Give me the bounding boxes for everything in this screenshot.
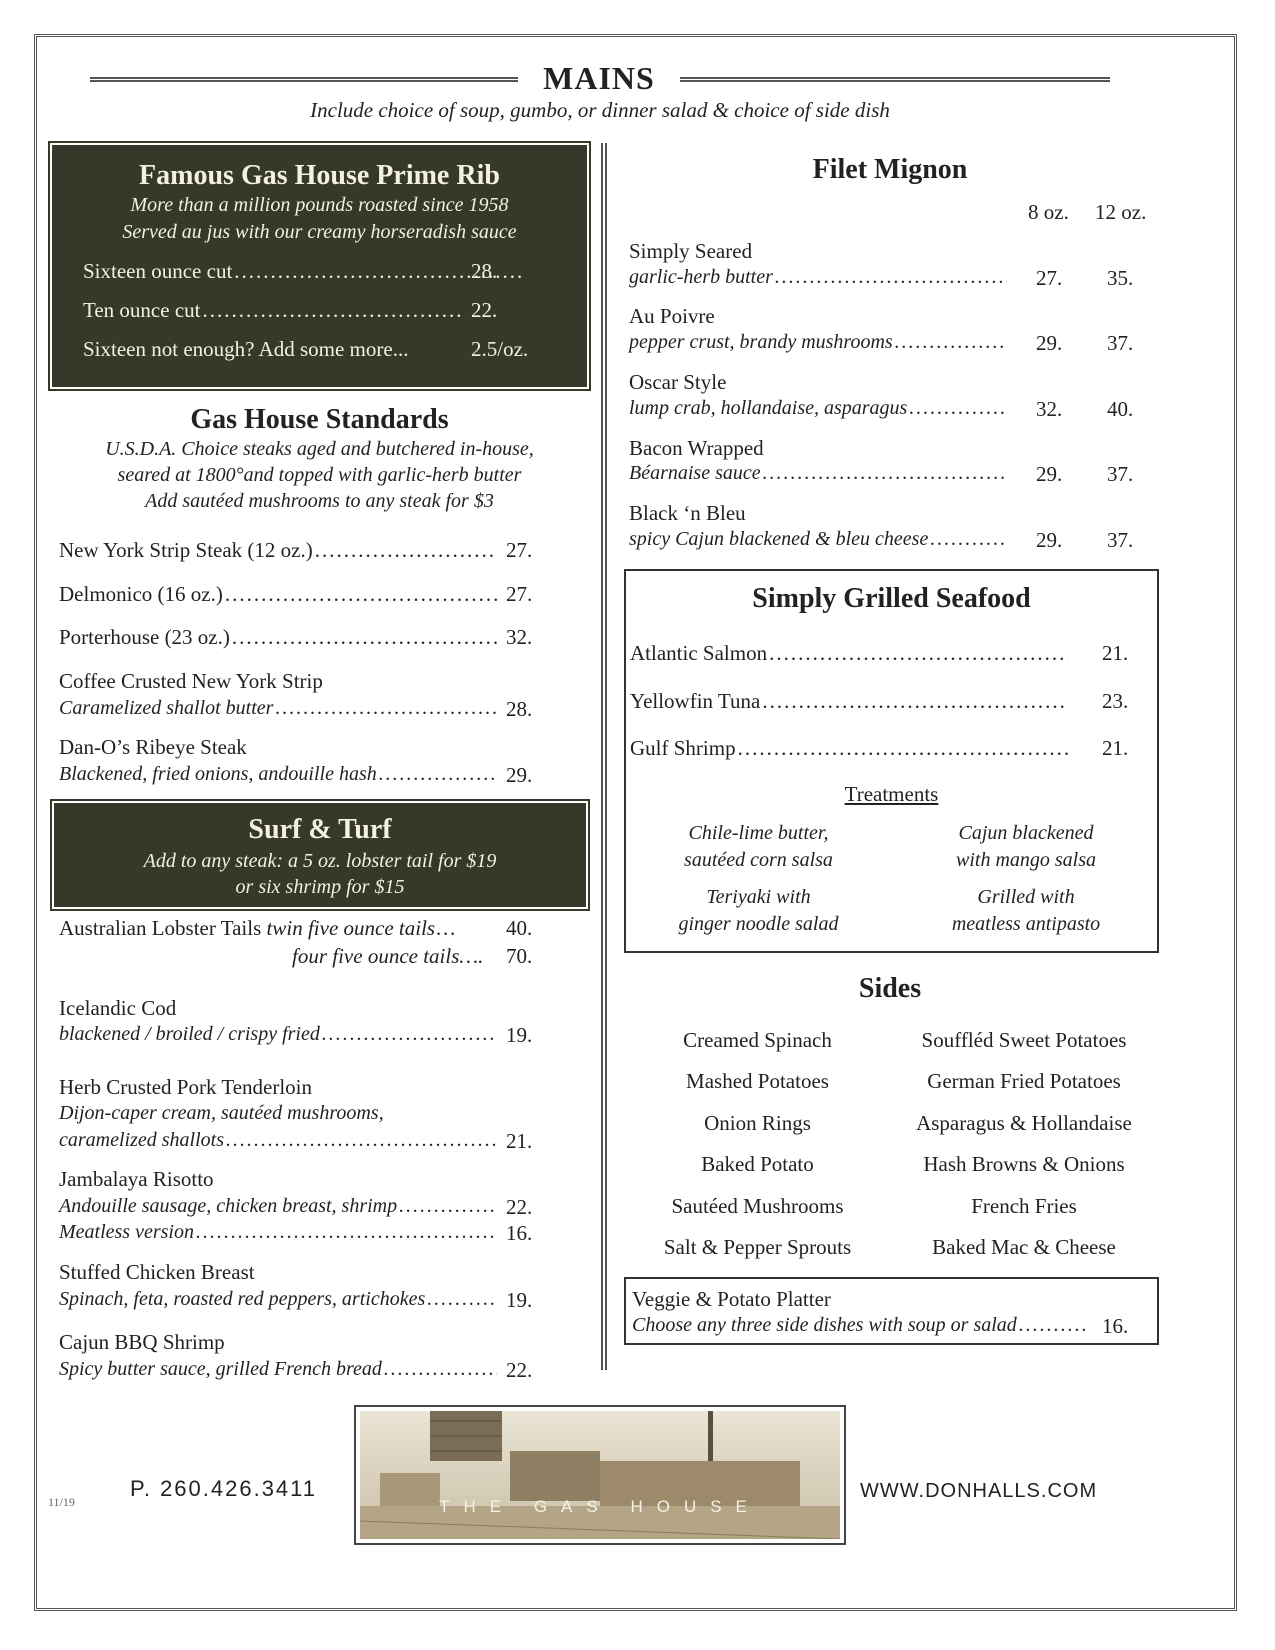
menu-item [59,1219,499,1246]
item-price: 28. [471,259,498,283]
item-name: Cajun BBQ Shrimp [59,1330,225,1354]
item-price: 29. [506,763,533,787]
item-name: Gulf Shrimp [630,736,736,760]
menu-item [632,1312,1087,1339]
platter-box [624,1277,1159,1345]
item-desc: Blackened, fried onions, andouille hash [59,763,377,785]
item-name: Yellowfin Tuna [630,689,761,713]
gas-house-photo-icon [360,1411,840,1539]
side-item: French Fries [971,1193,1077,1218]
prime-rib-title: Famous Gas House Prime Rib [139,160,500,191]
treatment [646,884,871,938]
item-name: Ten ounce cut [83,298,201,322]
prime-rib-item [83,296,463,324]
prime-rib-line1: More than a million pounds roasted since 1958 [130,194,509,216]
surf-turf-title: Surf & Turf [248,814,392,845]
treatment-line: ginger noodle salad [678,913,839,935]
side-item: German Fried Potatoes [927,1069,1121,1094]
item-option-text: four five ounce tails [292,944,460,968]
item-desc: caramelized shallots [59,1129,224,1151]
item-name: New York Strip Steak (12 oz.) [59,538,313,562]
item-price: 21. [1102,641,1129,665]
treatment [646,820,871,874]
menu-item [59,580,499,608]
treatment-line: Chile-lime butter, [688,822,829,844]
item-price: 22. [506,1195,533,1219]
menu-item [630,639,1070,667]
item-price: 22. [471,298,498,322]
side-item: Baked Potato [701,1152,814,1177]
item-name: Jambalaya Risotto [59,1167,214,1191]
item-name: Icelandic Cod [59,996,177,1020]
item-name: Coffee Crusted New York Strip [59,669,323,693]
item-name: Black ‘n Bleu [629,501,746,525]
item-price: 29. [1036,331,1063,355]
side-item: Souffléd Sweet Potatoes [921,1028,1127,1052]
menu-item [59,1127,499,1154]
seafood-box [624,569,1159,953]
item-desc: blackened / broiled / crispy fried [59,1023,320,1045]
gas-house-logo [354,1405,846,1545]
item-price: 29. [1036,528,1063,552]
menu-item [59,1286,499,1313]
page-title: MAINS [543,60,655,96]
item-price: 37. [1107,331,1134,355]
menu-item [629,329,1009,356]
header-rule-right [680,77,1110,82]
side-item: Mashed Potatoes [686,1069,829,1094]
item-price: 21. [506,1129,533,1153]
item-name: Bacon Wrapped [629,436,764,460]
item-price: 23. [1102,689,1129,713]
item-price: 28. [506,697,533,721]
item-price: 70. [506,944,533,968]
surf-turf-box [54,803,586,907]
filet-size-12oz: 12 oz. [1095,200,1147,224]
treatment-line: Cajun blackened [958,822,1094,844]
sides-left-list [630,1020,885,1268]
item-price: 40. [506,916,533,940]
menu-item [630,687,1070,715]
website-url: WWW.DONHALLS.COM [860,1480,1098,1502]
item-price: 37. [1107,528,1134,552]
item-name: Stuffed Chicken Breast [59,1260,255,1284]
header-rule-left [90,77,518,82]
menu-item [59,623,499,651]
item-desc: garlic-herb butter [629,266,773,288]
logo-caption: THE GAS HOUSE [439,1497,761,1516]
item-name: Simply Seared [629,239,753,263]
menu-item [629,526,1009,553]
menu-item [629,460,1009,487]
item-price: 32. [506,625,533,649]
treatments-label: Treatments [844,782,939,806]
menu-item [629,264,1009,291]
item-price: 16. [1102,1314,1129,1338]
menu-item [630,734,1070,762]
prime-rib-item [83,257,523,285]
sides-title: Sides [858,973,922,1004]
item-name: Oscar Style [629,370,727,394]
item-price: 32. [1036,397,1063,421]
item-price: 19. [506,1288,533,1312]
item-name: Au Poivre [629,304,715,328]
item-price: 27. [1036,266,1063,290]
item-name: Australian Lobster Tails [59,916,262,940]
standards-title: Gas House Standards [190,404,449,435]
column-divider [601,143,607,1370]
sides-right-list [890,1020,1158,1268]
standards-line2: seared at 1800°and topped with garlic-herb butter [117,464,522,486]
item-name: Veggie & Potato Platter [632,1287,831,1311]
item-price: 40. [1107,397,1134,421]
date-code: 11/19 [48,1495,75,1509]
item-price: 19. [506,1023,533,1047]
menu-item-lobster: Australian Lobster Tails twin five ounce tails… [59,916,457,940]
side-item: Onion Rings [704,1110,811,1135]
item-desc: Dijon-caper cream, sautéed mushrooms, [59,1102,384,1124]
standards-line1: U.S.D.A. Choice steaks aged and butchered in-house, [105,438,534,460]
treatment-line: Grilled with [977,886,1075,908]
menu-item [59,761,499,788]
item-name: Delmonico (16 oz.) [59,582,223,606]
item-desc: lump crab, hollandaise, asparagus [629,397,908,419]
side-item: Sautéed Mushrooms [671,1193,844,1218]
item-name: Atlantic Salmon [630,641,768,665]
side-item: Creamed Spinach [683,1028,832,1052]
item-name: Porterhouse (23 oz.) [59,625,230,649]
item-option: twin five ounce tails [266,916,436,940]
filet-size-8oz: 8 oz. [1028,200,1069,224]
item-desc: spicy Cajun blackened & bleu cheese [629,528,929,550]
standards-line3: Add sautéed mushrooms to any steak for $3 [145,490,494,512]
item-desc: Béarnaise sauce [629,462,761,484]
phone-number: P. 260.426.3411 [130,1476,318,1501]
treatment-line: meatless antipasto [951,913,1101,935]
treatment [911,820,1141,874]
item-desc: Andouille sausage, chicken breast, shrimp [59,1195,398,1217]
seafood-title: Simply Grilled Seafood [752,583,1031,614]
treatment-line: Teriyaki with [706,886,811,908]
item-price: 35. [1107,266,1134,290]
item-price: 16. [506,1221,533,1245]
page-subtitle: Include choice of soup, gumbo, or dinner salad & choice of side dish [310,98,890,122]
item-price: 27. [506,582,533,606]
side-item: Baked Mac & Cheese [932,1235,1116,1260]
item-desc: pepper crust, brandy mushrooms [629,331,893,353]
item-price: 21. [1102,736,1129,760]
treatment [911,884,1141,938]
item-name: Sixteen not enough? Add some more... [83,337,409,361]
item-price: 37. [1107,462,1134,486]
filet-title: Filet Mignon [812,154,968,185]
menu-item [59,1021,499,1048]
item-name: Dan-O’s Ribeye Steak [59,735,247,759]
item-desc: Spinach, feta, roasted red peppers, artichokes [59,1288,426,1310]
menu-item [59,695,499,722]
side-item: Asparagus & Hollandaise [916,1110,1132,1135]
menu-item [59,1356,499,1383]
item-price: 29. [1036,462,1063,486]
item-desc: Choose any three side dishes with soup or salad [632,1314,1017,1336]
item-price: 22. [506,1358,533,1382]
item-desc: Caramelized shallot butter [59,697,274,719]
menu-item [59,536,499,564]
side-item: Salt & Pepper Sprouts [663,1235,852,1260]
prime-rib-line2: Served au jus with our creamy horseradish sauce [122,221,517,243]
item-desc: Meatless version [59,1221,194,1243]
item-name: Herb Crusted Pork Tenderloin [59,1075,313,1099]
item-price: 2.5/oz. [471,337,529,361]
menu-item [59,1193,499,1220]
prime-rib-box [52,145,587,387]
item-name: Sixteen ounce cut [83,259,233,283]
surf-turf-line2: or six shrimp for $15 [235,876,405,898]
item-desc: Spicy butter sauce, grilled French bread [59,1358,382,1380]
surf-turf-line1: Add to any steak: a 5 oz. lobster tail for $19 [143,850,497,872]
item-option: four five ounce tails…. [292,944,484,968]
side-item: Hash Browns & Onions [923,1152,1125,1177]
treatment-line: with mango salsa [955,849,1097,871]
menu-item [629,395,1009,422]
item-price: 27. [506,538,533,562]
treatment-line: sautéed corn salsa [684,849,833,871]
